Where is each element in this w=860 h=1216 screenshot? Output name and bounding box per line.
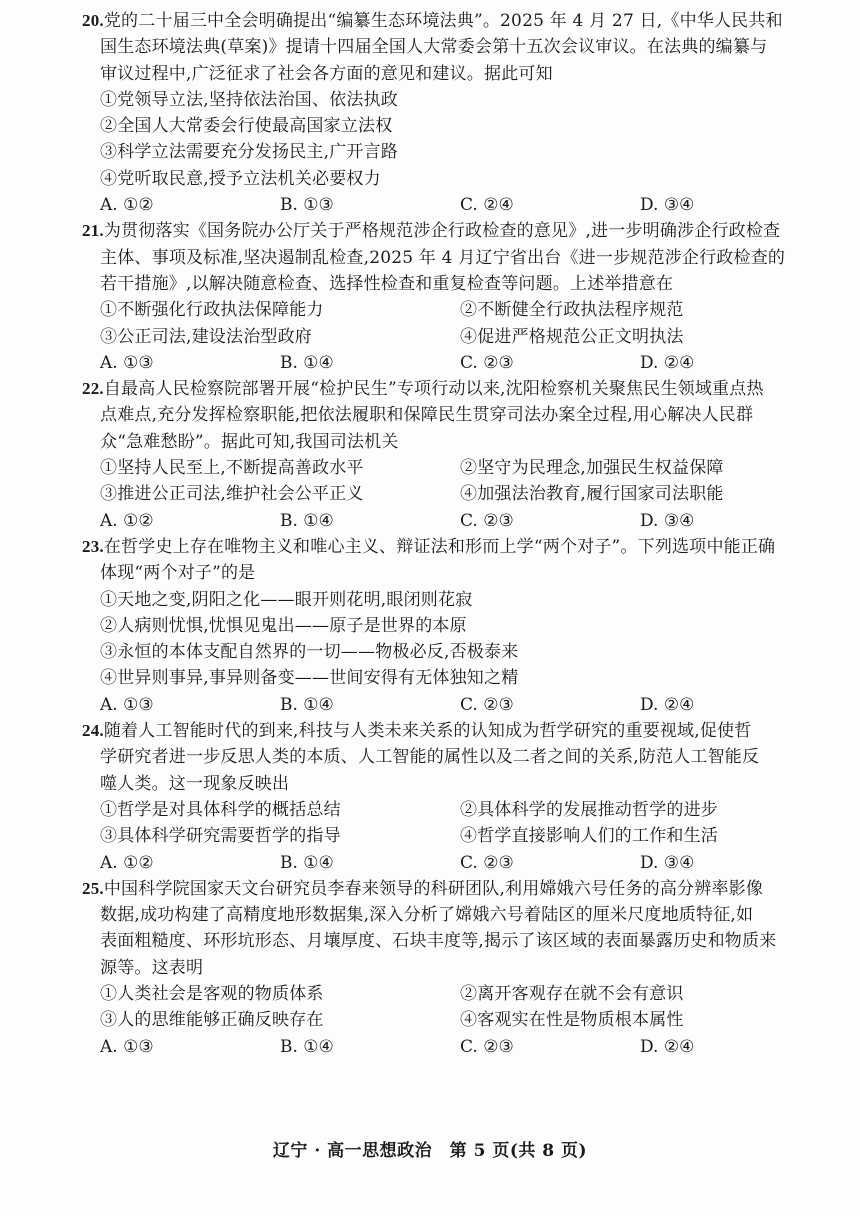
- question-stem-text: 表面粗糙度、环形坑形态、月壤厚度、石块丰度等,揭示了该区域的表面暴露历史和物质来: [100, 931, 777, 952]
- statement-option-row: [100, 455, 820, 481]
- question-stem-line: [100, 402, 820, 428]
- answer-choice-d[interactable]: D. ③④: [640, 195, 695, 216]
- answer-choice-a[interactable]: A. ①②: [100, 195, 154, 216]
- question-number: 25.: [82, 878, 104, 898]
- question-stem-text: 随着人工智能时代的到来,科技与人类未来关系的认知成为哲学研究的重要视域,促使哲: [103, 721, 752, 742]
- statement-option: ④哲学直接影响人们的工作和生活: [460, 826, 718, 847]
- question-number: 23.: [82, 536, 104, 556]
- question-number: 21.: [82, 221, 104, 241]
- answer-choice-a[interactable]: A. ①③: [100, 1036, 154, 1057]
- question-stem-line: [100, 61, 820, 87]
- question-21: [82, 218, 820, 376]
- question-stem-first-line: [82, 8, 820, 34]
- answer-choice-c[interactable]: C. ②③: [460, 510, 514, 531]
- question-22: [82, 376, 820, 534]
- statement-option-row: [100, 823, 820, 849]
- question-stem-line: [100, 744, 820, 770]
- answer-choices: [100, 850, 820, 876]
- statement-option: ③永恒的本体支配自然界的一切——物极必反,否极泰来: [100, 642, 519, 663]
- statement-option: ③公正司法,建设法治型政府: [100, 326, 313, 347]
- statement-option: ②人病则忧惧,忧惧见鬼出——原子是世界的本原: [100, 615, 467, 636]
- question-20: [82, 8, 820, 218]
- statement-option: ②离开客观存在就不会有意识: [460, 983, 684, 1004]
- statement-option-row: [100, 1007, 820, 1033]
- answer-choice-c[interactable]: C. ②③: [460, 352, 514, 373]
- statement-option: ①不断强化行政执法保障能力: [100, 300, 324, 321]
- answer-choice-d[interactable]: D. ②④: [640, 352, 695, 373]
- question-stem-line: [100, 271, 820, 297]
- statement-option: ④客观实在性是物质根本属性: [460, 1010, 684, 1031]
- question-stem-text: 党的二十届三中全会明确提出“编纂生态环境法典”。2025 年 4 月 27 日,《中华人民共和: [103, 11, 783, 31]
- question-stem-first-line: [82, 218, 820, 244]
- question-stem-text: 中国科学院国家天文台研究员李春来领导的科研团队,利用嫦娥六号任务的高分辨率影像: [103, 878, 764, 899]
- question-stem-text: 数据,成功构建了高精度地形数据集,深入分析了嫦娥六号着陆区的厘米尺度地质特征,如: [100, 905, 754, 926]
- statement-option-row: [100, 797, 820, 823]
- question-number: 22.: [82, 379, 104, 399]
- statement-option: ③人的思维能够正确反映存在: [100, 1010, 324, 1031]
- question-stem-text: 体现“两个对子”的是: [100, 563, 256, 584]
- answer-choice-b[interactable]: B. ①④: [280, 1036, 334, 1057]
- question-stem-first-line: [82, 876, 820, 902]
- question-stem-text: 源等。这表明: [100, 957, 204, 978]
- answer-choice-d[interactable]: D. ②④: [640, 694, 695, 715]
- statement-option: ④加强法治教育,履行国家司法职能: [460, 484, 724, 505]
- page-footer: 辽宁 · 高一思想政治 第 5 页(共 8 页): [272, 1141, 588, 1161]
- statement-option: ④世异则事异,事异则备变——世间安得有无体独知之精: [100, 668, 519, 689]
- question-number: 24.: [82, 721, 104, 741]
- statement-option: ②坚守为民理念,加强民生权益保障: [460, 458, 724, 479]
- statement-option: ①坚持人民至上,不断提高善政水平: [100, 458, 364, 479]
- question-stem-line: [100, 245, 820, 271]
- answer-choice-d[interactable]: D. ③④: [640, 852, 695, 873]
- answer-choices: [100, 192, 820, 218]
- question-stem-line: [100, 429, 820, 455]
- answer-choice-a[interactable]: A. ①②: [100, 852, 154, 873]
- question-number: 20.: [82, 11, 104, 30]
- question-stem-text: 国生态环境法典(草案)》提请十四届全国人大常委会第十五次会议审议。在法典的编纂与: [100, 37, 768, 58]
- question-stem-text: 若干措施》,以解决随意检查、选择性检查和重复检查等问题。上述举措意在: [100, 273, 674, 294]
- answer-choice-b[interactable]: B. ①③: [280, 195, 334, 216]
- statement-option: ②全国人大常委会行使最高国家立法权: [100, 116, 393, 137]
- answer-choice-c[interactable]: C. ②③: [460, 1036, 514, 1057]
- answer-choice-a[interactable]: A. ①②: [100, 510, 154, 531]
- statement-option: ④党听取民意,授予立法机关必要权力: [100, 168, 381, 189]
- statement-option-row: [100, 981, 820, 1007]
- statement-option: ②不断健全行政执法程序规范: [460, 300, 684, 321]
- statement-option: ①党领导立法,坚持依法治国、依法执政: [100, 89, 399, 110]
- answer-choice-b[interactable]: B. ①④: [280, 352, 334, 373]
- statement-option: ②具体科学的发展推动哲学的进步: [460, 799, 718, 820]
- statement-option: ①天地之变,阴阳之化——眼开则花明,眼闭则花寂: [100, 589, 473, 610]
- question-stem-text: 点难点,充分发挥检察职能,把依法履职和保障民生贯穿司法办案全过程,用心解决人民群: [100, 405, 754, 426]
- statement-option: ①人类社会是客观的物质体系: [100, 983, 324, 1004]
- answer-choices: [100, 508, 820, 534]
- statement-option: ④促进严格规范公正文明执法: [460, 326, 684, 347]
- statement-option-row: [100, 324, 820, 350]
- answer-choice-b[interactable]: B. ①④: [280, 510, 334, 531]
- answer-choices: [100, 692, 820, 718]
- question-stem-line: [100, 928, 820, 954]
- statement-option-row: [100, 481, 820, 507]
- question-stem-line: [100, 34, 820, 60]
- question-stem-text: 自最高人民检察院部署开展“检护民生”专项行动以来,沈阳检察机关聚焦民生领域重点热: [103, 379, 764, 400]
- answer-choice-c[interactable]: C. ②③: [460, 694, 514, 715]
- question-stem-text: 审议过程中,广泛征求了社会各方面的意见和建议。据此可知: [100, 63, 553, 84]
- answer-choices: [100, 350, 820, 376]
- question-stem-text: 在哲学史上存在唯物主义和唯心主义、辩证法和形而上学“两个对子”。下列选项中能正确: [103, 536, 776, 557]
- answer-choice-a[interactable]: A. ①③: [100, 694, 154, 715]
- statement-option: ③具体科学研究需要哲学的指导: [100, 826, 341, 847]
- statement-option: ③科学立法需要充分发扬民主,广开言路: [100, 142, 399, 163]
- question-stem-first-line: [82, 718, 820, 744]
- answer-choices: [100, 1034, 820, 1060]
- question-stem-line: [100, 955, 820, 981]
- answer-choice-c[interactable]: C. ②③: [460, 852, 514, 873]
- question-stem-text: 噬人类。这一现象反映出: [100, 773, 290, 794]
- statement-option: ①哲学是对具体科学的概括总结: [100, 799, 341, 820]
- answer-choice-b[interactable]: B. ①④: [280, 694, 334, 715]
- question-stem-first-line: [82, 534, 820, 560]
- statement-option-row: [100, 297, 820, 323]
- question-stem-first-line: [82, 376, 820, 402]
- question-stem-line: [100, 902, 820, 928]
- question-list: [82, 8, 820, 1060]
- answer-choice-d[interactable]: D. ②④: [640, 1036, 695, 1057]
- question-stem-line: [100, 560, 820, 586]
- question-23: [82, 534, 820, 718]
- question-stem-text: 主体、事项及标准,坚决遏制乱检查,2025 年 4 月辽宁省出台《进一步规范涉企行政检查的: [100, 247, 786, 268]
- question-stem-text: 学研究者进一步反思人类的本质、人工智能的属性以及二者之间的关系,防范人工智能反: [100, 747, 760, 768]
- question-stem-text: 为贯彻落实《国务院办公厅关于严格规范涉企行政检查的意见》,进一步明确涉企行政检查: [103, 221, 781, 242]
- answer-choice-a[interactable]: A. ①③: [100, 352, 154, 373]
- question-stem-line: [100, 771, 820, 797]
- question-24: [82, 718, 820, 876]
- answer-choice-d[interactable]: D. ③④: [640, 510, 695, 531]
- answer-choice-c[interactable]: C. ②④: [460, 195, 514, 216]
- question-stem-text: 众“急难愁盼”。据此可知,我国司法机关: [100, 431, 399, 452]
- question-25: [82, 876, 820, 1060]
- statement-option: ③推进公正司法,维护社会公平正义: [100, 484, 364, 505]
- answer-choice-b[interactable]: B. ①④: [280, 852, 334, 873]
